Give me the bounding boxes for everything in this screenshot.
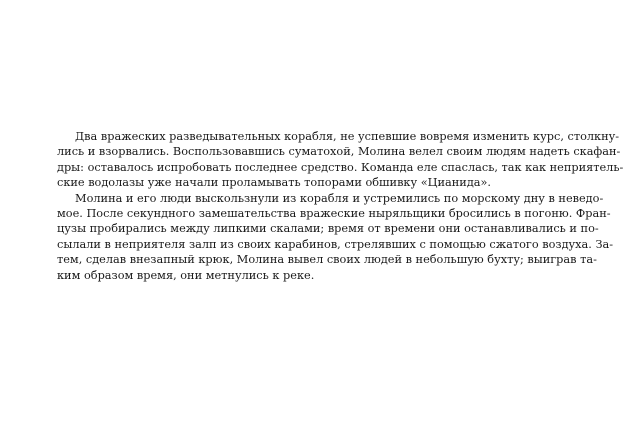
text-line: цузы пробирались между липкими скалами; время от времени они останавливались и по- [57, 222, 599, 236]
paragraph-1 [57, 129, 623, 191]
text-line: Два вражеских разведывательных корабля, не успевшие вовремя изменить курс, столкну- [75, 130, 620, 143]
text-line: ким образом время, они метнулись к реке. [57, 268, 315, 282]
paragraph-2 [57, 191, 614, 283]
text-line: ские водолазы уже начали проламывать топорами обшивку «Цианида». [57, 176, 492, 190]
text-line: мое. После секундного замешательства вражеские ныряльщики бросились в погоню. Фран- [57, 206, 611, 220]
text-line: Молина и его люди выскользнули из корабля и устремились по морскому дну в неведо- [75, 191, 604, 205]
text-line: сылали в неприятеля залп из своих карабинов, стрелявших с помощью сжатого воздуха. За- [57, 237, 614, 251]
text-line: лись и взорвались. Воспользовавшись суматохой, Молина велел своим людям надеть скафан- [57, 145, 621, 159]
text-line: тем, сделав внезапный крюк, Молина вывел своих людей в небольшую бухту; выиграв та- [57, 253, 597, 267]
text-block [57, 129, 623, 283]
text-line: дры: оставалось испробовать последнее средство. Команда еле спаслась, так как неприятель- [57, 160, 623, 174]
